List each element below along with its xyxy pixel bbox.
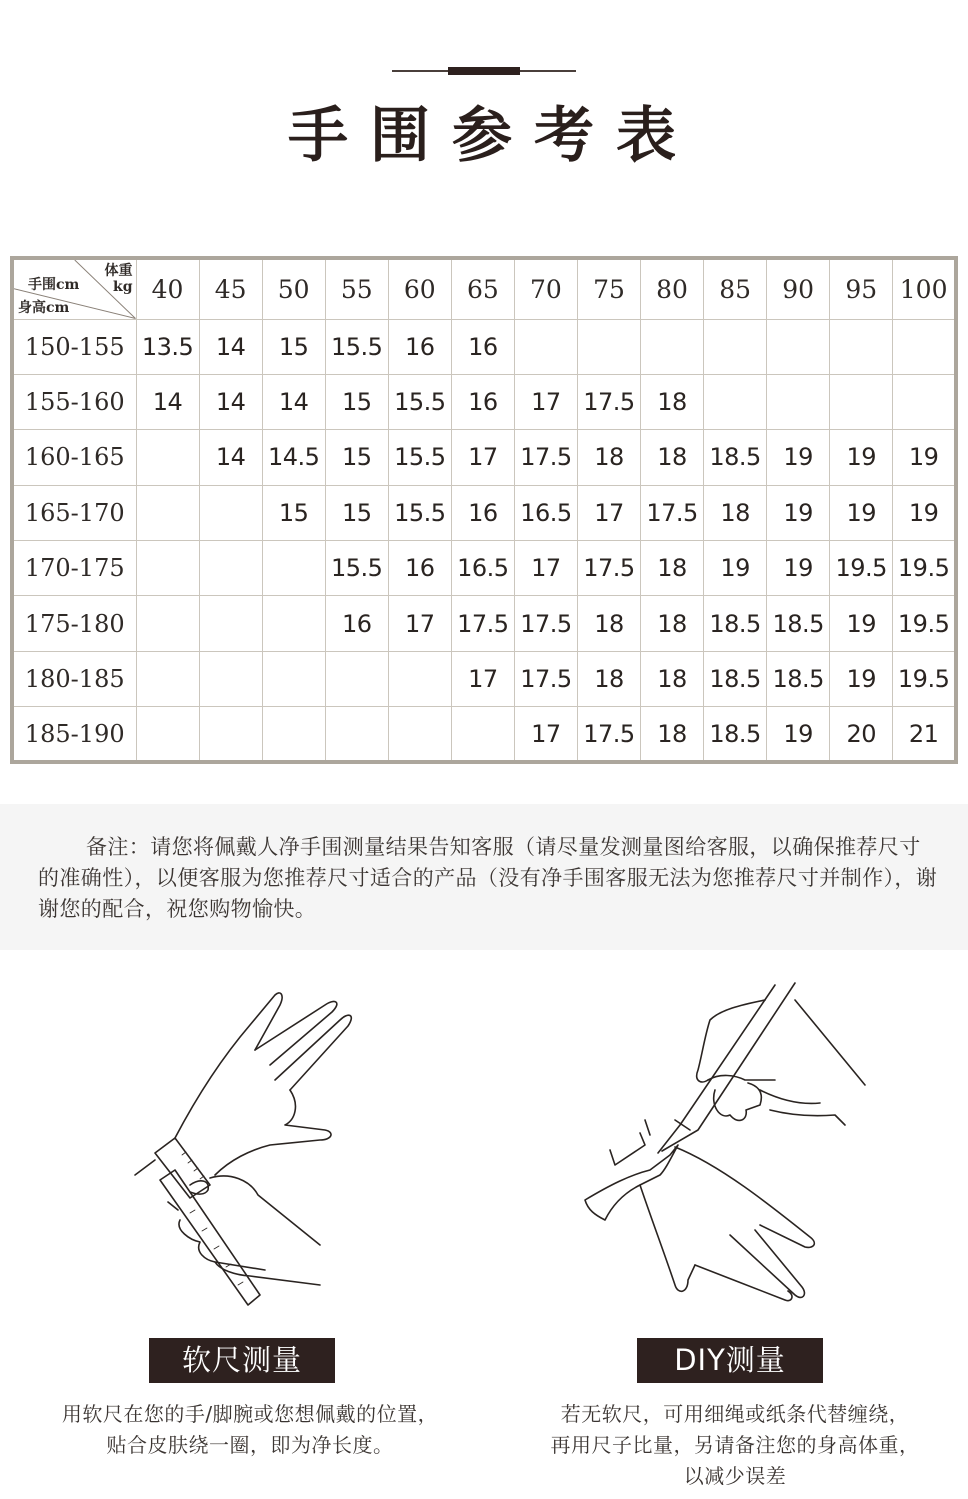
caption-line: 若无软尺，可用细绳或纸条代替缠绕， (560, 1402, 910, 1426)
wrist-size-cell: 19.5 (893, 651, 956, 706)
weight-column-header: 90 (767, 258, 830, 319)
wrist-size-cell (830, 319, 893, 374)
wrist-size-cell (199, 485, 262, 540)
wrist-size-cell: 17.5 (577, 707, 640, 762)
wrist-size-cell (136, 596, 199, 651)
wrist-size-cell: 15 (325, 485, 388, 540)
weight-column-header: 65 (451, 258, 514, 319)
wrist-size-cell: 17 (514, 374, 577, 429)
wrist-size-cell: 18.5 (704, 430, 767, 485)
wrist-size-cell: 18 (641, 430, 704, 485)
weight-column-header: 55 (325, 258, 388, 319)
table-row (12, 319, 956, 374)
wrist-size-cell: 18 (641, 651, 704, 706)
wrist-size-cell (577, 319, 640, 374)
weight-unit-text: kg (113, 279, 133, 295)
wrist-size-cell: 14 (199, 374, 262, 429)
wrist-size-cell (136, 485, 199, 540)
weight-column-header: 95 (830, 258, 893, 319)
wrist-size-cell: 17 (514, 707, 577, 762)
weight-column-header: 40 (136, 258, 199, 319)
wrist-size-cell: 16 (451, 319, 514, 374)
wrist-size-cell (199, 541, 262, 596)
weight-column-header: 85 (704, 258, 767, 319)
wrist-size-cell: 17.5 (641, 485, 704, 540)
soft-tape-method-label: 软尺测量 (149, 1338, 335, 1383)
wrist-size-cell: 21 (893, 707, 956, 762)
height-range-cell: 175-180 (12, 596, 136, 651)
hand-tape-measure-illustration (120, 980, 380, 1330)
wrist-size-cell (136, 430, 199, 485)
caption-line: 用软尺在您的手/脚腕或您想佩戴的位置， (61, 1402, 439, 1426)
wrist-size-cell (704, 374, 767, 429)
table-corner-header (12, 258, 136, 319)
wrist-size-cell: 19 (830, 430, 893, 485)
wrist-size-cell: 17 (451, 430, 514, 485)
diy-method-label: DIY测量 (637, 1338, 823, 1383)
title-decoration-bar (448, 67, 520, 75)
wrist-size-cell (136, 651, 199, 706)
wrist-size-cell (136, 541, 199, 596)
wrist-size-cell: 19 (767, 707, 830, 762)
wrist-size-cell: 17.5 (514, 430, 577, 485)
wrist-axis-label: 手围cm (28, 277, 80, 293)
wrist-size-cell: 17 (577, 485, 640, 540)
wrist-size-cell: 15 (325, 374, 388, 429)
wrist-size-cell (199, 707, 262, 762)
diy-method-caption (520, 1399, 950, 1492)
wrist-size-cell: 16 (388, 541, 451, 596)
height-range-cell: 185-190 (12, 707, 136, 762)
title-decoration (392, 70, 576, 72)
wrist-size-cell: 15.5 (325, 319, 388, 374)
weight-column-header: 75 (577, 258, 640, 319)
wrist-size-cell: 19 (830, 485, 893, 540)
wrist-size-cell: 17.5 (514, 651, 577, 706)
wrist-size-cell (262, 596, 325, 651)
wrist-size-cell: 17.5 (577, 374, 640, 429)
wrist-size-cell: 19 (767, 541, 830, 596)
wrist-size-cell: 17.5 (577, 541, 640, 596)
height-range-cell: 160-165 (12, 430, 136, 485)
table-row (12, 430, 956, 485)
wrist-size-cell (830, 374, 893, 429)
wrist-size-cell (262, 707, 325, 762)
wrist-size-cell: 14.5 (262, 430, 325, 485)
weight-label-text: 体重 (104, 263, 133, 279)
wrist-size-cell: 18.5 (704, 596, 767, 651)
wrist-size-cell (199, 596, 262, 651)
wrist-size-cell: 16 (451, 374, 514, 429)
wrist-size-cell: 19 (767, 485, 830, 540)
wrist-size-cell: 18 (641, 596, 704, 651)
wrist-size-cell: 18 (577, 596, 640, 651)
wrist-size-cell: 17 (451, 651, 514, 706)
wrist-size-cell: 19 (830, 596, 893, 651)
wrist-size-cell (704, 319, 767, 374)
wrist-size-cell: 19.5 (830, 541, 893, 596)
wrist-size-cell: 16 (325, 596, 388, 651)
wrist-size-cell (262, 651, 325, 706)
wrist-size-cell: 16.5 (514, 485, 577, 540)
wrist-size-cell: 18.5 (704, 707, 767, 762)
weight-column-header: 60 (388, 258, 451, 319)
caption-line: 以减少误差 (683, 1464, 787, 1488)
wrist-size-cell (388, 651, 451, 706)
caption-line: 贴合皮肤绕一圈，即为净长度。 (106, 1433, 394, 1457)
soft-tape-method-caption (30, 1399, 470, 1461)
wrist-size-cell: 18.5 (767, 651, 830, 706)
table-row (12, 485, 956, 540)
wrist-size-cell: 20 (830, 707, 893, 762)
caption-line: 再用尺子比量，另请备注您的身高体重， (550, 1433, 920, 1457)
height-range-cell: 155-160 (12, 374, 136, 429)
wrist-size-cell: 19 (830, 651, 893, 706)
wrist-size-table (10, 256, 958, 764)
wrist-size-cell: 18 (704, 485, 767, 540)
wrist-size-cell: 14 (136, 374, 199, 429)
wrist-size-cell: 15 (262, 485, 325, 540)
wrist-size-cell: 18 (641, 374, 704, 429)
wrist-size-cell: 15.5 (388, 485, 451, 540)
wrist-size-cell: 13.5 (136, 319, 199, 374)
weight-column-header: 50 (262, 258, 325, 319)
weight-column-header: 100 (893, 258, 956, 319)
wrist-size-cell: 15 (262, 319, 325, 374)
wrist-size-cell: 19 (767, 430, 830, 485)
height-range-cell: 170-175 (12, 541, 136, 596)
height-range-cell: 150-155 (12, 319, 136, 374)
wrist-size-cell: 18.5 (767, 596, 830, 651)
wrist-size-cell (641, 319, 704, 374)
wrist-size-cell (325, 651, 388, 706)
wrist-size-cell: 17.5 (514, 596, 577, 651)
wrist-size-cell: 19.5 (893, 541, 956, 596)
wrist-size-cell: 18.5 (704, 651, 767, 706)
hand-paper-strip-pen-illustration (570, 975, 880, 1315)
wrist-size-cell: 14 (199, 319, 262, 374)
wrist-size-cell: 14 (262, 374, 325, 429)
table-row (12, 541, 956, 596)
wrist-size-cell: 18 (577, 430, 640, 485)
weight-column-header: 70 (514, 258, 577, 319)
weight-axis-label (105, 263, 133, 295)
height-range-cell: 180-185 (12, 651, 136, 706)
weight-column-header: 45 (199, 258, 262, 319)
wrist-size-cell (262, 541, 325, 596)
wrist-size-cell (388, 707, 451, 762)
wrist-size-cell: 17.5 (451, 596, 514, 651)
wrist-size-cell (136, 707, 199, 762)
wrist-size-cell (325, 707, 388, 762)
wrist-size-cell (767, 374, 830, 429)
wrist-size-cell: 19 (704, 541, 767, 596)
wrist-size-cell (451, 707, 514, 762)
wrist-size-cell (767, 319, 830, 374)
wrist-size-cell: 17 (514, 541, 577, 596)
wrist-size-cell: 18 (641, 707, 704, 762)
table-row (12, 707, 956, 762)
height-axis-label: 身高cm (18, 299, 70, 316)
wrist-size-cell: 15.5 (325, 541, 388, 596)
table-row (12, 596, 956, 651)
note-panel (0, 804, 968, 950)
wrist-size-cell: 16.5 (451, 541, 514, 596)
table-row (12, 374, 956, 429)
table-row (12, 651, 956, 706)
wrist-size-cell: 17 (388, 596, 451, 651)
height-range-cell: 165-170 (12, 485, 136, 540)
table-header-row (12, 258, 956, 319)
wrist-size-cell: 19 (893, 430, 956, 485)
wrist-size-cell: 19 (893, 485, 956, 540)
wrist-size-cell: 15.5 (388, 430, 451, 485)
wrist-size-cell: 16 (451, 485, 514, 540)
wrist-size-cell: 16 (388, 319, 451, 374)
wrist-size-cell: 18 (577, 651, 640, 706)
wrist-size-cell: 14 (199, 430, 262, 485)
weight-column-header: 80 (641, 258, 704, 319)
wrist-size-cell: 15.5 (388, 374, 451, 429)
note-text: 备注：请您将佩戴人净手围测量结果告知客服（请尽量发测量图给客服，以确保推荐尺寸的准确性），以便客服为您推荐尺寸适合的产品（没有净手围客服无法为您推荐尺寸并制作），谢谢您的配合，祝您购物愉快。 (38, 835, 938, 921)
wrist-size-cell: 15 (325, 430, 388, 485)
wrist-size-cell: 18 (641, 541, 704, 596)
wrist-size-cell (893, 374, 956, 429)
wrist-size-cell: 19.5 (893, 596, 956, 651)
page-title: 手围参考表 (288, 101, 698, 171)
wrist-size-cell (514, 319, 577, 374)
wrist-size-cell (893, 319, 956, 374)
wrist-size-cell (199, 651, 262, 706)
